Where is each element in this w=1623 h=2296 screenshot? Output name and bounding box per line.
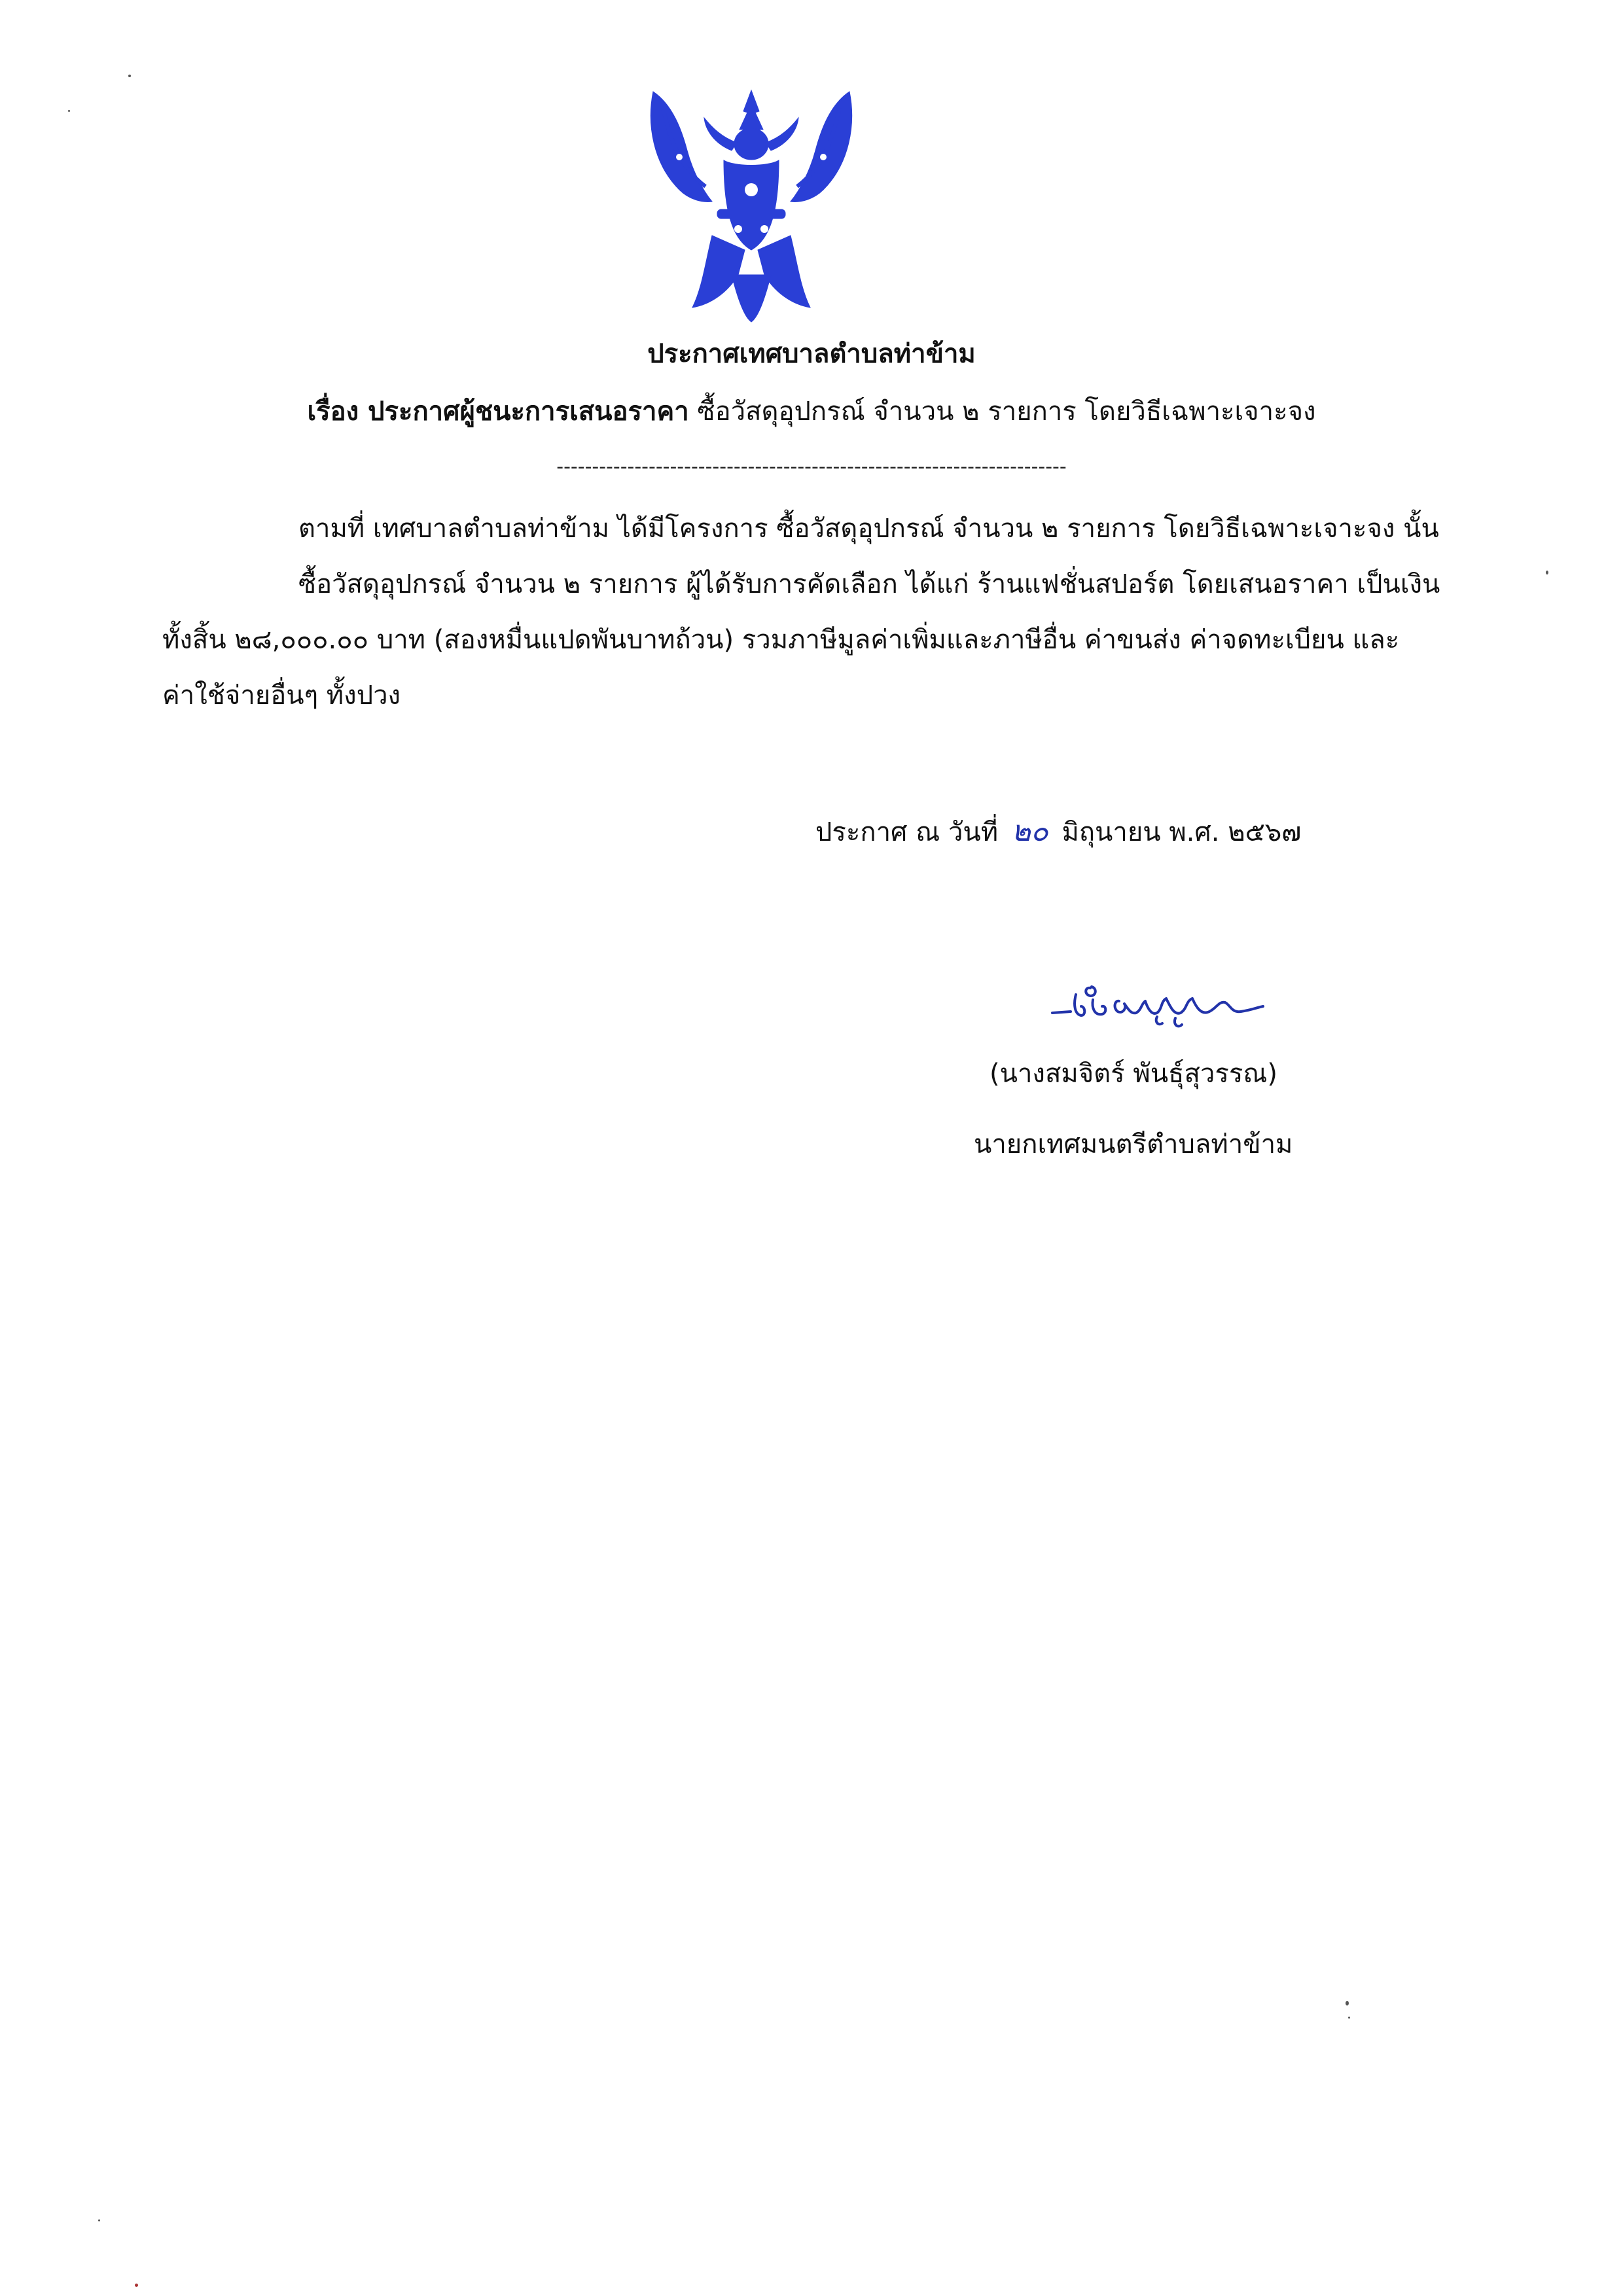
date-prefix: ประกาศ ณ วันที่	[815, 817, 999, 847]
announcement-title: ประกาศเทศบาลตำบลท่าข้าม	[647, 339, 976, 369]
scan-speck	[1348, 2017, 1350, 2019]
scan-speck	[128, 75, 131, 77]
scan-speck	[135, 2284, 138, 2287]
signature-mark	[1047, 975, 1283, 1034]
scan-speck	[1346, 2001, 1349, 2005]
signatory-position: นายกเทศมนตรีตำบลท่าข้าม	[974, 1129, 1293, 1159]
date-suffix: มิถุนายน พ.ศ. ๒๕๖๗	[1061, 817, 1302, 847]
date-day: ๒๐	[1011, 815, 1048, 848]
subject-text: ซื้อวัสดุอุปกรณ์ จำนวน ๒ รายการ โดยวิธีเฉพาะเจาะจง	[688, 397, 1316, 427]
scan-speck	[68, 110, 70, 112]
announcement-date	[815, 808, 1301, 854]
garuda-emblem-icon	[640, 79, 863, 327]
body-paragraph-line-4: ค่าใช้จ่ายอื่นๆ ทั้งปวง	[162, 680, 401, 711]
signatory-name: (นางสมจิตร์ พันธุ์สุวรรณ)	[990, 1059, 1278, 1089]
separator-line: ------------------------------------------------------------------------	[556, 455, 1067, 478]
subject-label: เรื่อง ประกาศผู้ชนะการเสนอราคา	[307, 397, 689, 427]
body-paragraph-line-1: ตามที่ เทศบาลตำบลท่าข้าม ได้มีโครงการ ซื้อวัสดุอุปกรณ์ จำนวน ๒ รายการ โดยวิธีเฉพาะเจาะจง นั้น	[298, 514, 1439, 544]
scan-speck	[1546, 571, 1548, 574]
scan-speck	[98, 2219, 100, 2221]
body-paragraph-line-3: ทั้งสิ้น ๒๘,๐๐๐.๐๐ บาท (สองหมื่นแปดพันบาทถ้วน) รวมภาษีมูลค่าเพิ่มและภาษีอื่น ค่าขนส่ง ค่าจดทะเบียน และ	[162, 625, 1400, 655]
announcement-subject	[0, 390, 1623, 432]
body-paragraph-line-2: ซื้อวัสดุอุปกรณ์ จำนวน ๒ รายการ ผู้ได้รับการคัดเลือก ได้แก่ ร้านแฟชั่นสปอร์ต โดยเสนอราคา เป็นเงิน	[298, 569, 1440, 599]
